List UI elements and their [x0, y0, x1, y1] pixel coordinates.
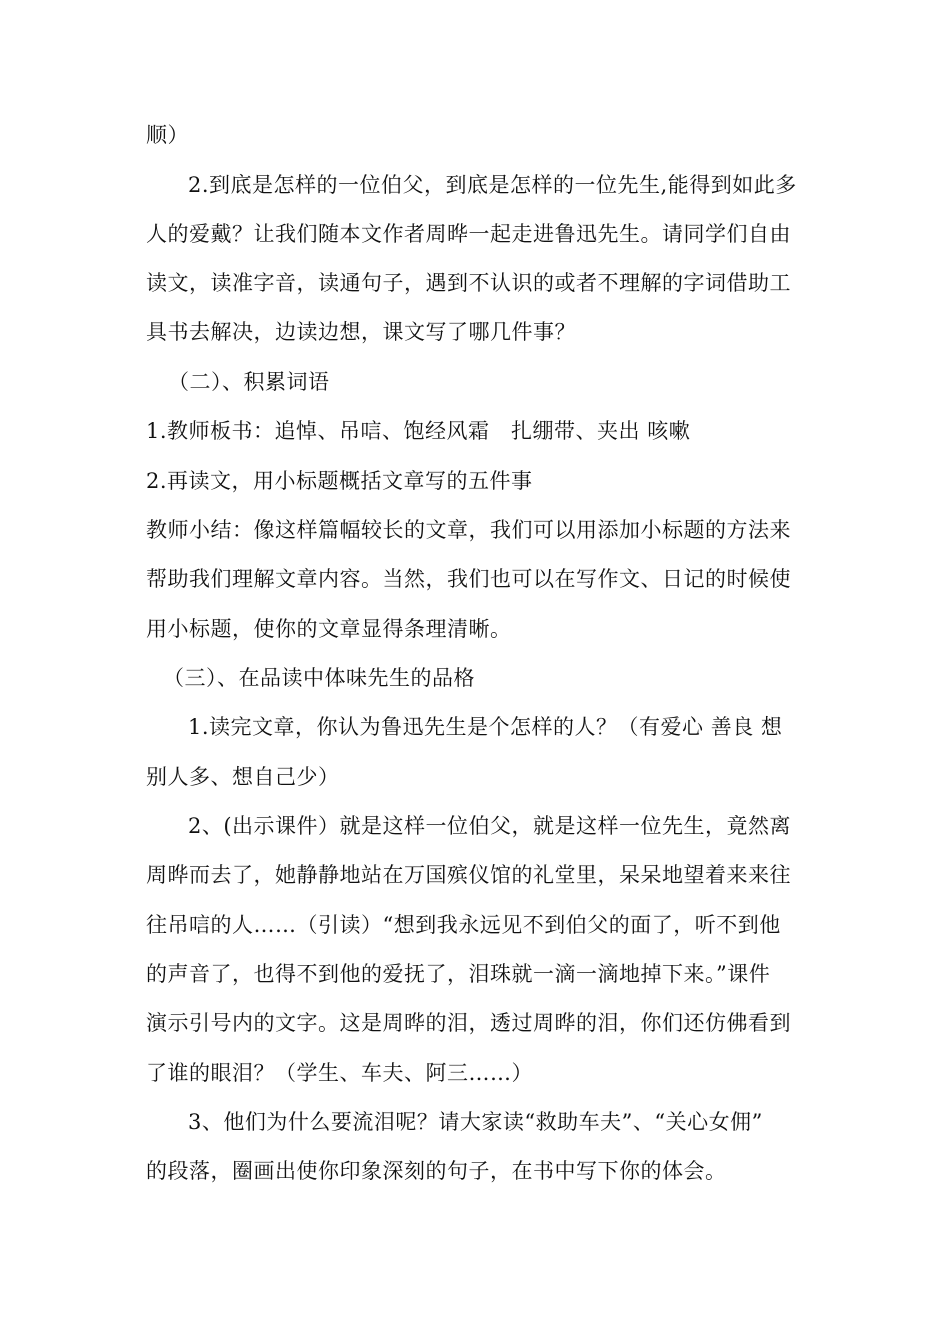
- text-line: 顺）: [146, 123, 189, 147]
- teacher-summary: 教师小结：像这样篇幅较长的文章，我们可以用添加小标题的方法来: [146, 518, 791, 542]
- paragraph-item-2: 2.到底是怎样的一位伯父，到底是怎样的一位先生,能得到如此多: [188, 173, 797, 197]
- text-line: 别人多、想自己少）: [146, 765, 340, 789]
- text-line: 帮助我们理解文章内容。当然，我们也可以在写作文、日记的时候使: [146, 567, 791, 591]
- text-line: 的声音了，也得不到他的爱抚了，泪珠就一滴一滴地掉下来。”课件: [146, 962, 771, 986]
- text-line: 读文，读准字音，读通句子，遇到不认识的或者不理解的字词借助工: [146, 271, 791, 295]
- text-line: 周晔而去了，她静静地站在万国殡仪馆的礼堂里，呆呆地望着来来往: [146, 863, 791, 887]
- text-line: 具书去解决，边读边想，课文写了哪几件事？: [146, 320, 576, 344]
- text-line: 的段落，圈画出使你印象深刻的句子，在书中写下你的体会。: [146, 1159, 727, 1183]
- section-heading-2: （二）、积累词语: [168, 370, 330, 394]
- text-line: 用小标题，使你的文章显得条理清晰。: [146, 617, 512, 641]
- list-item-3: 3、他们为什么要流泪呢？请大家读“救助车夫”、“关心女佣”: [188, 1110, 763, 1134]
- text-line: 了谁的眼泪？（学生、车夫、阿三……）: [146, 1061, 533, 1085]
- list-item-1: 1.教师板书：追悼、吊唁、饱经风霜 扎绷带、夹出 咳嗽: [146, 419, 691, 443]
- list-item-2: 2、(出示课件）就是这样一位伯父，就是这样一位先生，竟然离: [188, 814, 792, 838]
- text-line: 演示引号内的文字。这是周晔的泪，透过周晔的泪，你们还仿佛看到: [146, 1011, 791, 1035]
- text-line: 往吊唁的人……（引读）“想到我永远见不到伯父的面了，听不到他: [146, 913, 781, 937]
- section-heading-3: （三）、在品读中体味先生的品格: [163, 666, 475, 690]
- list-item-1: 1.读完文章，你认为鲁迅先生是个怎样的人？（有爱心 善良 想: [188, 715, 783, 739]
- list-item-2: 2.再读文，用小标题概括文章写的五件事: [146, 469, 533, 493]
- text-line: 人的爱戴？让我们随本文作者周晔一起走进鲁迅先生。请同学们自由: [146, 222, 791, 246]
